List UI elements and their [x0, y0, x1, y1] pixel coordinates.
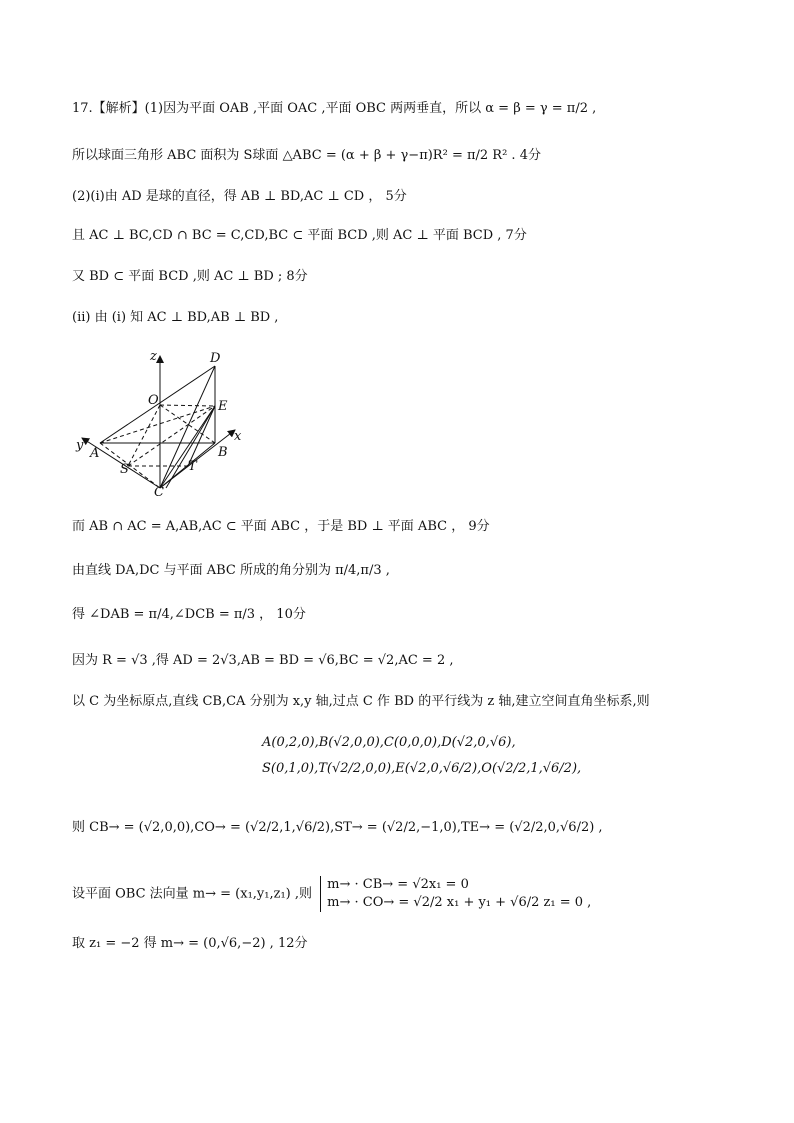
- label-E: E: [218, 399, 228, 414]
- solution-line-3: (2)(i)由 AD 是球的直径，得 AB ⊥ BD,AC ⊥ CD ， 5分: [72, 189, 407, 204]
- dash-OS: [128, 405, 160, 466]
- solution-line-6: (ii) 由 (i) 知 AC ⊥ BD,AB ⊥ BD ,: [72, 310, 279, 325]
- solution-line-13: [72, 876, 591, 912]
- label-S: S: [120, 462, 129, 477]
- solution-line-10: 因为 R = √3 ,得 AD = 2√3,AB = BD = √6,BC = √2,AC = 2 ,: [72, 653, 454, 668]
- solution-line-4: 且 AC ⊥ BC,CD ∩ BC = C,CD,BC ⊂ 平面 BCD ,则 AC ⊥ 平面 BCD , 7分: [72, 228, 527, 243]
- normal-vector-setup: 设平面 OBC 法向量 m→ = (x₁,y₁,z₁) ,则: [72, 886, 313, 902]
- equation-system: [320, 876, 591, 912]
- solution-line-1: 17.【解析】(1)因为平面 OAB ,平面 OAC ,平面 OBC 两两垂直，所以 α = β = γ = π/2 ,: [72, 101, 597, 116]
- label-x: x: [234, 429, 242, 444]
- label-C: C: [154, 485, 164, 498]
- label-T: T: [188, 459, 197, 474]
- label-B: B: [218, 445, 228, 460]
- dash-OE: [160, 405, 215, 406]
- coordinate-block: [262, 730, 581, 782]
- edge-CE2: [166, 406, 215, 488]
- dash-AE: [100, 406, 215, 443]
- solution-line-5: 又 BD ⊂ 平面 BCD ,则 AC ⊥ BD ; 8分: [72, 269, 308, 284]
- equation-2: m→ · CO→ = √2/2 x₁ + y₁ + √6/2 z₁ = 0 ,: [327, 895, 592, 910]
- label-z: z: [150, 349, 157, 364]
- edge-TE: [188, 406, 215, 466]
- geometry-figure: [70, 348, 270, 498]
- coordinates-row-2: S(0,1,0),T(√2/2,0,0),E(√2,0,√6/2),O(√2/2,1,√6/2),: [262, 761, 582, 776]
- solution-line-12: 则 CB→ = (√2,0,0),CO→ = (√2/2,1,√6/2),ST→ = (√2/2,−1,0),TE→ = (√2/2,0,√6/2) ,: [72, 820, 603, 835]
- label-D: D: [210, 351, 221, 366]
- solution-line-2: 所以球面三角形 ABC 面积为 S球面 △ABC = (α + β + γ−π)R² = π/2 R² . 4分: [72, 148, 541, 163]
- solution-line-9: 得 ∠DAB = π/4,∠DCB = π/3 ， 10分: [72, 607, 306, 622]
- solution-line-7: 而 AB ∩ AC = A,AB,AC ⊂ 平面 ABC ，于是 BD ⊥ 平面 ABC ， 9分: [72, 519, 490, 534]
- equation-1: m→ · CB→ = √2x₁ = 0: [327, 877, 469, 892]
- solution-line-11: 以 C 为坐标原点,直线 CB,CA 分别为 x,y 轴,过点 C 作 BD 的平行线为 z 轴,建立空间直角坐标系,则: [72, 694, 650, 709]
- solution-line-8: 由直线 DA,DC 与平面 ABC 所成的角分别为 π/4,π/3 ,: [72, 563, 390, 578]
- coordinates-row-1: A(0,2,0),B(√2,0,0),C(0,0,0),D(√2,0,√6),: [262, 735, 516, 750]
- label-A: A: [90, 446, 100, 461]
- edge-CE: [160, 406, 215, 488]
- label-y: y: [76, 438, 84, 453]
- label-O: O: [148, 393, 159, 408]
- solution-line-14: 取 z₁ = −2 得 m→ = (0,√6,−2) , 12分: [72, 936, 308, 951]
